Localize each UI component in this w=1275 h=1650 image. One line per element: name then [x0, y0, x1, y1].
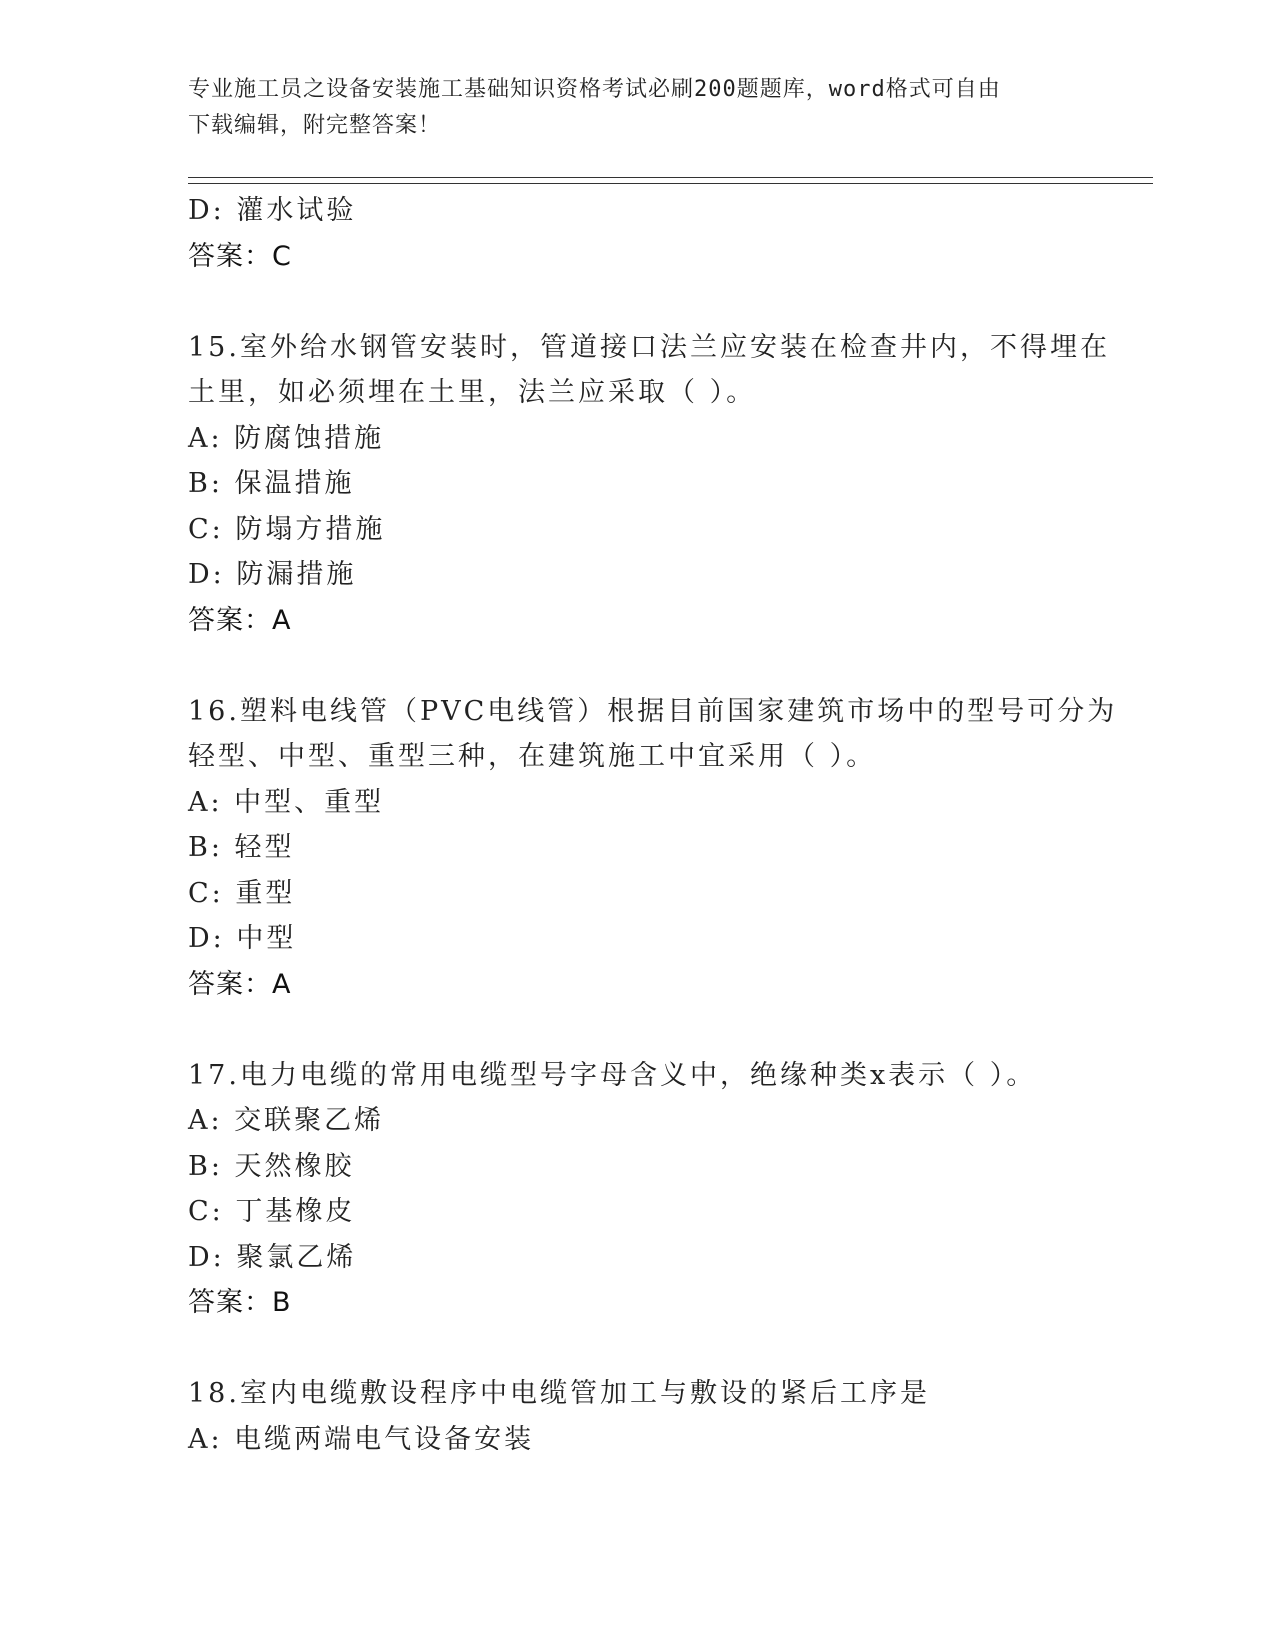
header-line-2: 下载编辑，附完整答案！ — [188, 113, 442, 138]
question-text: 土里，如必须埋在土里，法兰应采取（ ）。 — [188, 377, 757, 408]
header-divider-bottom — [188, 183, 1153, 184]
option-d: D: 防漏措施 — [188, 559, 357, 590]
answer: 答案：B — [188, 1287, 292, 1318]
question-15 — [188, 325, 1110, 644]
header-line-1: 专业施工员之设备安装施工基础知识资格考试必刷200题题库，word格式可自由 — [188, 77, 1001, 102]
option-c: C: 丁基橡皮 — [188, 1196, 356, 1227]
question-text: 轻型、中型、重型三种，在建筑施工中宜采用（ ）。 — [188, 741, 877, 772]
option-d: D: 中型 — [188, 923, 297, 954]
question-text: 18.室内电缆敷设程序中电缆管加工与敷设的紧后工序是 — [188, 1378, 930, 1409]
question-18 — [188, 1371, 1088, 1462]
option-b: B: 天然橡胶 — [188, 1150, 355, 1182]
option-b: B: 轻型 — [188, 832, 295, 863]
spacer — [188, 1007, 1088, 1053]
header-divider-top — [188, 177, 1153, 178]
option-a: A: 防腐蚀措施 — [188, 422, 385, 454]
spacer — [188, 643, 1088, 689]
spacer — [188, 1326, 1088, 1372]
previous-question-tail — [188, 188, 1088, 279]
question-text: 17.电力电缆的常用电缆型号字母含义中，绝缘种类x表示（ ）。 — [188, 1059, 1037, 1091]
option-c: C: 重型 — [188, 877, 296, 909]
document-body — [188, 188, 1118, 1462]
question-16 — [188, 689, 1118, 1008]
spacer — [188, 279, 1088, 325]
answer: 答案：A — [188, 968, 292, 1000]
option-b: B: 保温措施 — [188, 468, 355, 499]
question-17 — [188, 1053, 1088, 1326]
question-text: 16.塑料电线管（PVC电线管）根据目前国家建筑市场中的型号可分为 — [188, 695, 1118, 727]
answer: 答案：A — [188, 604, 292, 636]
document-header — [188, 72, 1068, 144]
option-a: A: 交联聚乙烯 — [188, 1105, 385, 1136]
question-text: 15.室外给水钢管安装时，管道接口法兰应安装在检查井内，不得埋在 — [188, 331, 1110, 363]
option-d: D: 聚氯乙烯 — [188, 1241, 357, 1273]
option-d: D: 灌水试验 — [188, 195, 357, 226]
option-a: A: 电缆两端电气设备安装 — [188, 1423, 535, 1455]
answer: 答案：C — [188, 240, 292, 272]
option-a: A: 中型、重型 — [188, 786, 385, 818]
option-c: C: 防塌方措施 — [188, 513, 386, 545]
